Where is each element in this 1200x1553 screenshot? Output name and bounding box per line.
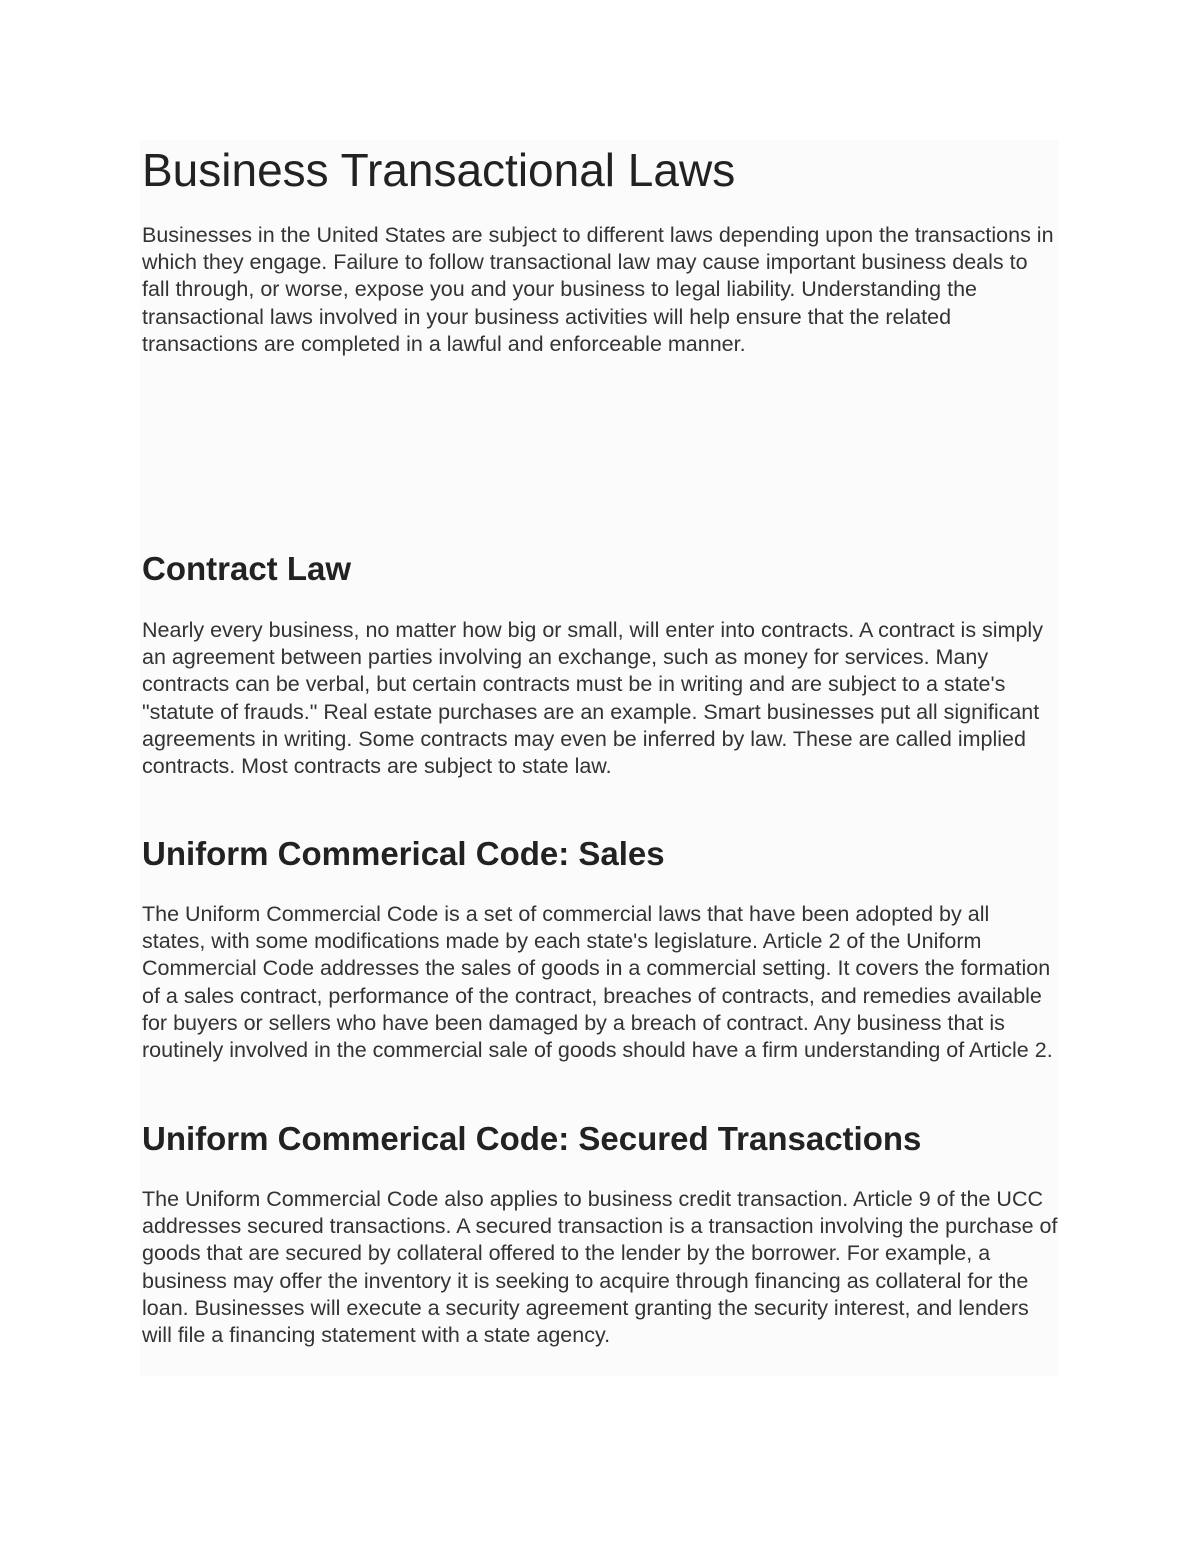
document-content: [140, 140, 1058, 1376]
section-body-ucc-secured-transactions: The Uniform Commercial Code also applies to business credit transaction. Article 9 of the UCC addresses secured transactions. A secured transaction is a transaction involving the purchase of goods that are secured by collateral offered to the lender by the borrower. For example, a business may offer the inventory it is seeking to acquire through financing as collateral for the loan. Businesses will execute a security agreement granting the security interest, and lenders will file a financing statement with a state agency.: [142, 1187, 1058, 1348]
section-heading-contract-law: Contract Law: [142, 550, 352, 587]
section-body-contract-law: Nearly every business, no matter how big or small, will enter into contracts. A contract is simply an agreement between parties involving an exchange, such as money for services. Many contracts can be verbal, but certain contracts must be in writing and are subject to a state's "statute of frauds." Real estate purchases are an example. Smart businesses put all significant agreements in writing. Some contracts may even be inferred by law. These are called implied contracts. Most contracts are subject to state law.: [142, 618, 1043, 779]
intro-paragraph: Businesses in the United States are subject to different laws depending upon the transactions in which they engage. Failure to follow transactional law may cause important business deals to fall through, or worse, expose you and your business to legal liability. Understanding the transactional laws involved in your business activities will help ensure that the related transactions are completed in a lawful and enforceable manner.: [142, 223, 1054, 356]
document-title: Business Transactional Laws: [142, 144, 736, 196]
section-heading-ucc-secured-transactions: Uniform Commerical Code: Secured Transactions: [142, 1120, 922, 1157]
section-body-ucc-sales: The Uniform Commercial Code is a set of commercial laws that have been adopted by all states, with some modifications made by each state's legislature. Article 2 of the Uniform Commercial Code addresses the sales of goods in a commercial setting. It covers the formation of a sales contract, performance of the contract, breaches of contracts, and remedies available for buyers or sellers who have been damaged by a breach of contract. Any business that is routinely involved in the commercial sale of goods should have a firm understanding of Article 2.: [142, 902, 1053, 1063]
section-heading-ucc-sales: Uniform Commerical Code: Sales: [142, 835, 665, 872]
